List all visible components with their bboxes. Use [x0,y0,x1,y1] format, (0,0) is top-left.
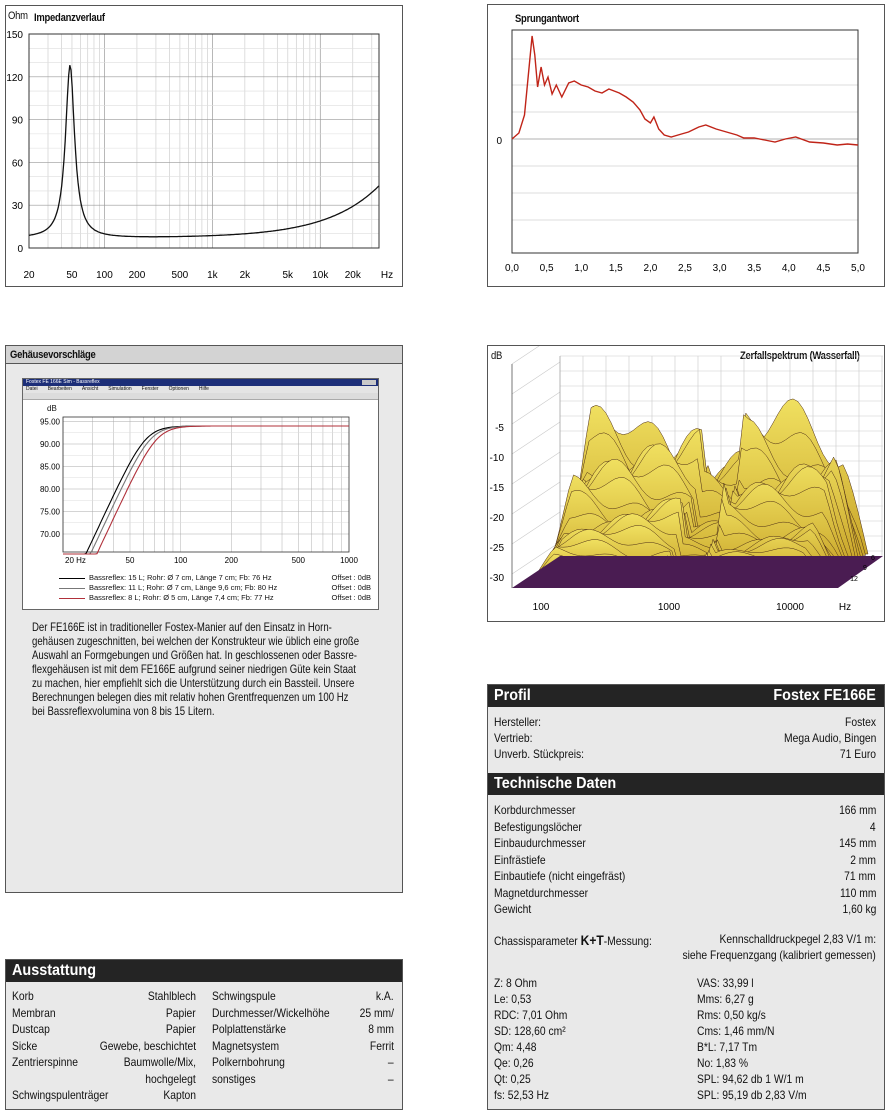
row-label: Sicke [12,1038,38,1053]
ausstattung-row [6,1039,204,1055]
data-row [488,715,884,731]
param-item: RDC: 7,01 Ohm [494,1008,568,1022]
param-item: Z: 8 Ohm [494,976,538,990]
ausstattung-header [6,960,402,982]
waterfall-z-tick: 6 [871,555,875,562]
row-value: – [388,1071,394,1086]
waterfall-y-tick: -5 [495,423,504,434]
ausstattung-row [206,1039,402,1055]
param-item: B*L: 7,17 Tm [697,1040,758,1054]
param-item: Qe: 0,26 [494,1056,534,1070]
waterfall-panel [487,345,885,622]
waterfall-y-tick: -25 [489,543,504,554]
impedance-panel [5,5,403,287]
sim-menu-item[interactable]: Hilfe [198,386,209,392]
row-value: 110 mm [839,885,876,900]
enclosure-title-bar [6,346,402,364]
step-x-tick: 1,5 [608,263,623,274]
row-label: Durchmesser/Wickelhöhe [212,1005,330,1020]
data-row [488,853,884,869]
waterfall-y-tick: -15 [489,483,504,494]
sim-unit: dB [47,404,57,413]
sim-legend-label: Bassreflex: 8 L; Rohr: Ø 5 cm, Länge 7,4 cm; Fb: 77 Hz [89,593,274,602]
sim-legend-label: Bassreflex: 15 L; Rohr: Ø 7 cm, Länge 7 cm; Fb: 76 Hz [89,573,272,582]
step-x-tick: 2,0 [643,263,658,274]
row-value: 4 [870,819,876,834]
row-value: Papier [166,1005,196,1020]
enclosure-paragraph-line: Der FE166E ist in traditioneller Fostex-Manier auf den Einsatz in Horn- [32,620,332,634]
row-label: Gewicht [494,902,532,916]
row-label: Einbaudurchmesser [494,836,586,850]
impedance-chart [6,6,404,288]
waterfall-x-tick: 100 [532,602,550,613]
tech-title: Technische Daten [494,775,617,792]
step-panel [487,4,885,287]
param-item: VAS: 33,99 l [697,976,754,990]
waterfall-x-tick: 10000 [776,602,804,613]
ausstattung-panel [5,959,403,1110]
row-value: Baumwolle/Mix, [123,1055,196,1069]
impedance-title: Impedanzverlauf [34,12,105,24]
chassis-label-pre: Chassisparameter [494,934,581,948]
tech-header [488,773,884,795]
step-x-tick: 0,5 [539,263,554,274]
row-label: Dustcap [12,1022,50,1036]
row-label: sonstiges [212,1071,256,1086]
ausstattung-title: Ausstattung [12,962,96,979]
data-row [488,803,884,819]
waterfall-gridline [512,422,560,454]
param-item: SD: 128,60 cm² [494,1024,566,1038]
sim-y-tick: 95.00 [39,417,60,427]
param-item: SPL: 95,19 db 2,83 V/m [697,1088,807,1102]
param-item: SPL: 94,62 db 1 W/1 m [697,1072,804,1086]
param-item: Le: 0,53 [494,992,532,1006]
row-value: k.A. [376,989,394,1003]
waterfall-title: Zerfallspektrum (Wasserfall) [740,350,860,362]
row-label: Vertrieb: [494,731,533,745]
row-value: 1,60 kg [842,902,876,916]
row-label: Magnetsystem [212,1038,280,1053]
sim-y-tick: 90.00 [39,440,60,449]
row-value: Fostex [845,715,876,729]
step-x-tick: 4,0 [781,263,796,274]
sim-window [22,378,379,610]
sim-legend-swatch [59,598,85,599]
row-label: Membran [12,1005,56,1020]
sim-y-tick: 85.00 [39,462,60,472]
sim-x-tick: 50 [125,556,135,565]
row-value: 71 Euro [839,747,876,761]
sim-legend-swatch [59,578,85,579]
row-value: Gewebe, beschichtet [99,1038,196,1053]
chassis-label-post: -Messung: [603,934,652,948]
row-label: Korbdurchmesser [494,803,576,817]
waterfall-y-tick: -10 [489,453,504,464]
sim-legend-entry [59,573,371,583]
sim-y-tick: 80.00 [39,485,60,494]
impedance-x-tick: 20 [23,270,35,281]
param-item: Qt: 0,25 [494,1072,531,1086]
sim-menu-item[interactable]: Ansicht [81,386,99,392]
data-row [488,731,884,747]
waterfall-gridline [512,362,560,394]
impedance-x-tick: 5k [282,270,294,281]
step-x-tick: 1,0 [574,263,589,274]
profil-rows [488,715,884,767]
ausstattung-row [6,1006,204,1022]
impedance-x-tick: 200 [128,270,146,281]
enclosure-paragraph-line: flexgehäusen ist mit dem FE166E aufgrund seiner niedrigen Güte kein Staat [32,662,356,676]
step-curve [512,36,858,145]
param-item: Cms: 1,46 mm/N [697,1024,775,1038]
sim-y-tick: 70.00 [39,530,60,539]
tech-rows [488,803,884,921]
impedance-x-tick: 100 [96,270,113,281]
param-item: No: 1,83 % [697,1056,749,1070]
sim-x-tick: 1000 [340,556,358,565]
impedance-x-tick: 500 [171,270,189,281]
sim-x-tick: 500 [291,556,306,565]
ausstattung-row [6,1022,204,1038]
chassis-brand: K+T [580,932,604,948]
impedance-y-tick: 120 [6,72,23,84]
data-row [488,869,884,885]
row-label: Zentrierspinne [12,1055,78,1069]
ausstattung-row [6,1072,204,1088]
ausstattung-row [6,989,204,1005]
step-x-tick: 5,0 [851,263,865,274]
window-controls-icon[interactable] [362,380,376,385]
sim-menu-item[interactable]: Fenster [141,386,159,392]
ausstattung-row [6,1055,204,1071]
waterfall-y-tick: -20 [489,513,504,524]
sim-curve [63,426,349,554]
enclosure-panel [5,345,403,893]
step-y-tick-0: 0 [496,136,502,147]
row-label: Einfrästiefe [494,852,546,867]
waterfall-gridline [512,482,560,514]
enclosure-paragraph-line: Berechnungen belegen dies mit relativ hohen Grentfrequenzen um 100 Hz [32,690,349,704]
row-value: Kapton [163,1088,196,1102]
ausstattung-row [206,1055,402,1071]
chassis-right-2: siehe Frequenzgang (kalibriert gemessen) [682,948,876,962]
sim-x-tick: 20 Hz [65,556,86,565]
waterfall-gridline [512,512,560,544]
sim-legend-label: Bassreflex: 11 L; Rohr: Ø 7 cm, Länge 9,6 cm; Fb: 80 Hz [89,583,278,592]
row-label: Schwingspule [212,989,276,1003]
sim-chart [23,409,378,599]
data-row [488,820,884,836]
enclosure-paragraph-line: Auswahl an Formgebungen und Größen hat. In geschlossenen oder Bassre- [32,648,357,662]
sim-x-tick: 100 [173,556,188,565]
ausstattung-row [206,989,402,1005]
row-label: Polplattenstärke [212,1022,287,1036]
step-x-tick: 4,5 [816,263,831,274]
enclosure-paragraph-line: gehäusen zugeschnitten, bei welchen der Konstrukteur wie üblich eine große [32,634,360,648]
param-item: Qm: 4,48 [494,1040,537,1054]
row-label: Einbautiefe (nicht eingefräst) [494,869,626,883]
params-left [494,975,684,1103]
waterfall-x-tick: 1000 [657,602,681,613]
ausstattung-row [206,1072,402,1088]
impedance-y-tick: 60 [11,158,23,170]
data-row [488,747,884,763]
row-label: Magnetdurchmesser [494,885,589,900]
step-x-tick: 3,5 [747,263,762,274]
sim-x-tick: 200 [224,556,239,565]
sim-legend [59,573,371,605]
row-label: Unverb. Stückpreis: [494,747,585,761]
sim-menu-item[interactable]: Optionen [168,386,189,392]
waterfall-gridline [512,452,560,484]
step-x-tick: 0,0 [505,263,519,274]
row-value: Papier [166,1022,196,1036]
sim-window-title: Fostex FE 166E Sim - Bassreflex [26,379,100,385]
waterfall-z-tick: 12 [850,576,858,583]
step-x-tick: 3,0 [712,263,727,274]
sim-window-titlebar [23,379,378,386]
profil-header [488,685,884,707]
step-title: Sprungantwort [515,13,579,25]
impedance-y-tick: 0 [17,244,23,255]
sim-y-tick: 75.00 [39,507,60,517]
data-row [488,886,884,902]
row-value: 25 mm/ [359,1005,394,1020]
row-value: hochgelegt [145,1071,196,1086]
param-item: Rms: 0,50 kg/s [697,1008,766,1022]
row-label: Korb [12,989,34,1003]
waterfall-y-tick: -30 [489,573,504,584]
ausstattung-row [6,1088,204,1104]
sim-legend-offset: Offset : 0dB [331,583,371,592]
impedance-x-tick: 1k [207,270,218,281]
sim-menu-item[interactable]: Bearbeiten [47,386,72,392]
chassis-right-1: Kennschalldruckpegel 2,83 V/1 m: [719,932,876,946]
waterfall-gridline [512,392,560,424]
sim-legend-entry [59,583,371,593]
impedance-y-tick: 90 [11,115,23,127]
data-row [488,836,884,852]
sim-legend-offset: Offset : 0dB [331,593,371,602]
row-value: 2 mm [850,852,876,867]
sim-window-toolbar [23,393,378,400]
impedance-y-tick: 150 [6,30,23,41]
row-value: Ferrit [369,1038,394,1053]
row-value: Mega Audio, Bingen [783,731,876,745]
row-value: 166 mm [838,803,876,817]
enclosure-paragraph-line: bei Bassreflexvolumina von 8 bis 15 Litern. [32,704,215,718]
param-item: Mms: 6,27 g [697,992,754,1006]
impedance-x-tick: 2k [239,270,251,281]
row-label: Schwingspulenträger [12,1088,109,1102]
waterfall-unit: dB [491,350,503,362]
sim-legend-entry [59,593,371,603]
impedance-unit: Ohm [8,10,28,22]
row-label: Hersteller: [494,715,542,729]
sim-window-menubar [23,386,378,393]
waterfall-floor [512,556,883,588]
profil-panel [487,684,885,1110]
sim-legend-offset: Offset : 0dB [331,573,371,582]
step-chart [488,5,886,288]
impedance-x-tick: 10k [312,270,329,281]
chassis-header [488,931,884,965]
row-value: – [388,1055,394,1069]
row-label: Polkernbohrung [212,1055,285,1069]
params-right [697,975,877,1103]
enclosure-paragraph-line: zu machen, hier empfiehlt sich die Unterstützung durch ein Bassteil. Unsere [32,676,355,690]
profil-model: Fostex FE166E [773,687,876,704]
sim-menu-item[interactable]: Simulation [108,386,132,392]
waterfall-x-tick: Hz [838,602,852,613]
row-value: Stahlblech [147,989,196,1003]
impedance-x-tick: 20k [344,270,361,281]
impedance-x-tick: 50 [66,270,78,281]
waterfall-z-tick: 9 [863,565,867,572]
enclosure-title: Gehäusevorschläge [10,349,96,361]
impedance-x-tick: Hz [380,270,394,281]
row-value: 145 mm [838,836,876,850]
row-value: 71 mm [844,869,876,883]
param-item: fs: 52,53 Hz [494,1088,550,1102]
row-label: Befestigungslöcher [494,819,582,834]
sim-legend-swatch [59,588,85,589]
step-x-tick: 2,5 [678,263,692,274]
enclosure-paragraph [32,620,392,718]
waterfall-gridline [512,346,560,364]
ausstattung-row [206,1022,402,1038]
impedance-y-tick: 30 [11,201,23,213]
row-value: 8 mm [368,1022,394,1036]
profil-title: Profil [494,687,531,704]
ausstattung-row [206,1006,402,1022]
sim-menu-item[interactable]: Datei [26,386,38,392]
waterfall-chart [488,346,886,623]
data-row [488,902,884,918]
